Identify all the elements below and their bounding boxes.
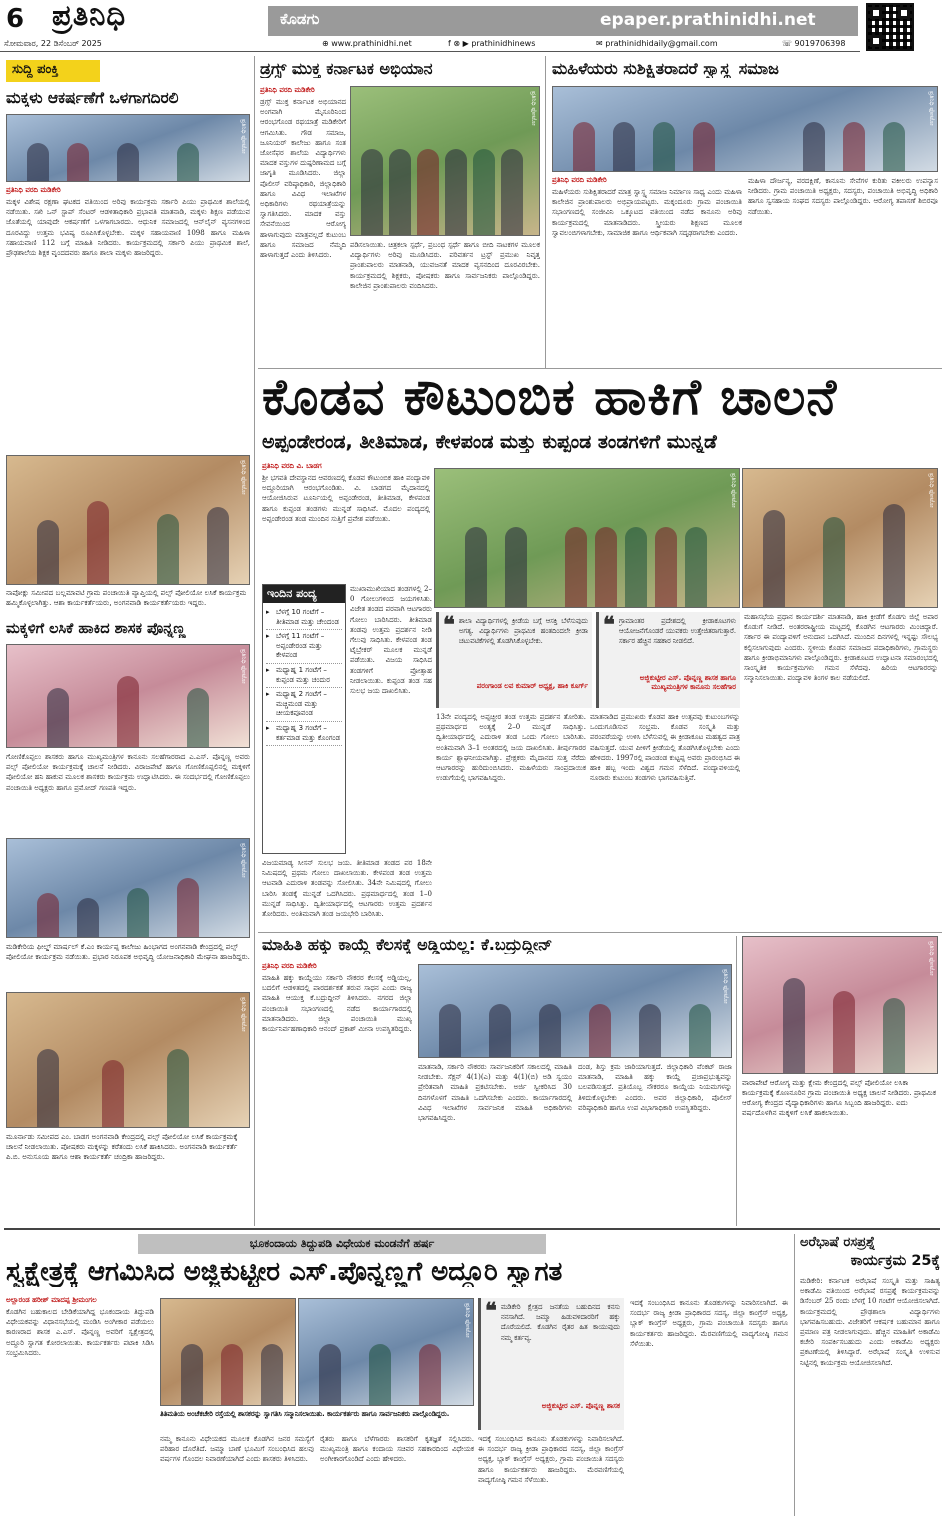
story-photo bbox=[6, 644, 250, 748]
story-body: ಮಕ್ಕಳ ವಿಶೇಷ ರಕ್ಷಣಾ ಘಟಕದ ವತಿಯಿಂದ ಅರಿವು ಕಾರ್ಯಕ್ರಮ ಸರ್ಕಾರಿ ಪಿಯು ಪ್ರಾಥಮಿಕ ಶಾಲೆಯಲ್ಲಿ ನಡೆಯಿತು. ಸಖಿ ಒನ್ ಸ್ಟಾಪ್ ಸೆಂಟರ್ ಆಡಳಿತಾಧಿಕಾರಿ ಪ್ರಭಾವತಿ ಮಾತನಾಡಿ, ಮಕ್ಕಳು ಶಿಕ್ಷಣ ಪಡೆಯುವ ಜೊತೆಯಲ್ಲಿ ಯಾವುದೇ ಆಕರ್ಷಣೆಗೆ ಒಳಗಾಗಬಾರದು. ಆಧುನಿಕ ಸಮಾಜದಲ್ಲಿ ಆನ್‌ಲೈನ್ ವ್ಯಸನಗಳಿಂದ ದೂರವಿದ್ದು ಉತ್ತಮ ಭವಿಷ್ಯ ರೂಪಿಸಿಕೊಳ್ಳಬೇಕು. ಮಕ್ಕಳ ಸಹಾಯವಾಣಿ 1098 ಹಾಗೂ ಮಹಿಳಾ ಸಹಾಯವಾಣಿ 112 ಬಗ್ಗೆ ಮಾಹಿತಿ ನೀಡಿದರು. ಕಾರ್ಯಕ್ರಮದಲ್ಲಿ ಸರ್ಕಾರಿ ಪಿಯು ಪ್ರಾಥಮಿಕ ಶಾಲೆ, ಪ್ರೌಢಶಾಲೆಯ ಶಿಕ್ಷಕ ವೃಂದದವರು ಹಾಗೂ ಶಾಲಾ ಮಕ್ಕಳು ಹಾಜರಿದ್ದರು. bbox=[6, 198, 250, 258]
story-body-block bbox=[552, 176, 742, 363]
pull-quote bbox=[436, 612, 592, 708]
fixtures-title: ಇಂದಿನ ಪಂದ್ಯ bbox=[263, 585, 345, 603]
photo-credit: ಪ್ರತಿನಿಧಿ ಫೋಟೋ bbox=[240, 649, 247, 684]
phone-text: 9019706398 bbox=[794, 39, 846, 48]
lead-photo-hockey bbox=[742, 468, 938, 608]
photo-credit: ಪ್ರತಿನಿಧಿ ಫೋಟೋ bbox=[722, 969, 729, 1004]
section-divider bbox=[4, 1228, 940, 1230]
story-photo bbox=[160, 1298, 296, 1406]
fixture-item: ▸ ಮಧ್ಯಾಹ್ನ 1 ಗಂಟೆಗೆ – ಕುಪ್ಪಂಡ ಮತ್ತು ಚಂದುರ bbox=[266, 664, 342, 688]
story-body: ಮಹಿಳೆಯರು ಸುಶಿಕ್ಷಿತರಾದರೆ ಮಾತ್ರ ಸ್ವಾಸ್ಥ್ಯ ಸಮಾಜ ನಿರ್ಮಾಣ ಸಾಧ್ಯ ಎಂದು ಮಹಿಳಾ ಕಾಲೇಜಿನ ಪ್ರಾಂಶುಪಾಲರು ಅಭಿಪ್ರಾಯಪಟ್ಟರು. ಮಕ್ಕಂದೂರು ಗ್ರಾಮ ಪಂಚಾಯಿತಿ ಸಭಾಂಗಣದಲ್ಲಿ ಸಂಜೀವಿನಿ ಒಕ್ಕೂಟದ ವತಿಯಿಂದ ನಡೆದ ಕಾನೂನು ಅರಿವು ಕಾರ್ಯಕ್ರಮದಲ್ಲಿ ಮಾತನಾಡಿದರು. ಸ್ತ್ರೀಯರು ಶಿಕ್ಷಣದ ಮೂಲಕ ಸ್ವಾವಲಂಬಿಗಳಾಗಬೇಕು, ಸಾಮಾಜಿಕ ಹಾಗೂ ಆರ್ಥಿಕವಾಗಿ ಸದೃಢರಾಗಬೇಕು ಎಂದರು. bbox=[552, 188, 742, 237]
kicker-banner: ಭೂಕಂದಾಯ ತಿದ್ದುಪಡಿ ವಿಧೇಯಕ ಮಂಡನೆಗೆ ಹರ್ಷ bbox=[138, 1234, 546, 1254]
fixture-item: ▸ ಮಧ್ಯಾಹ್ನ 3 ಗಂಟೆಗೆ – ಕರ್ತಮಾಡ ಮತ್ತು ಕೊಂಗಂಡ bbox=[266, 722, 342, 746]
photo-credit: ಪ್ರತಿನಿಧಿ ಫೋಟೋ bbox=[240, 460, 247, 495]
story-byline: ಪ್ರತಿನಿಧಿ ವರದಿ ಮಡಿಕೇರಿ bbox=[6, 186, 61, 194]
story-byline: ಪ್ರತಿನಿಧಿ ವರದಿ ಮಡಿಕೇರಿ bbox=[260, 86, 315, 94]
column-divider bbox=[545, 56, 546, 368]
story-body: ಮುಖಾಮುಖಿಯಾದ ತಂಡಗಳಲ್ಲಿ 2–0 ಗೋಲುಗಳಿಂದ ಜಯಗಳಿಸಿತು. ವಿಜೇತ ತಂಡದ ಪರವಾಗಿ ಆಟಗಾರರು ಗೋಲು ಬಾರಿಸಿದರು. ತೀತಿಮಾಡ ತಂಡವು ಉತ್ತಮ ಪ್ರದರ್ಶನ ನೀಡಿ ಗೆಲುವು ಸಾಧಿಸಿತು. ಕೇಳಪಂಡ ತಂಡ ಟೈಬ್ರೇಕರ್ ಮೂಲಕ ಮುನ್ನಡೆ ಪಡೆಯಿತು. ವಿಜಯ ಸಾಧಿಸಿದ ತಂಡಗಳಿಗೆ ಪ್ರೋತ್ಸಾಹ ನೀಡಲಾಯಿತು. ಕುಪ್ಪಂಡ ತಂಡ ಸಹ ಸುಲಭ ಜಯ ದಾಖಲಿಸಿತು. bbox=[350, 585, 432, 696]
quote-mark-icon: ❝ bbox=[485, 1298, 497, 1324]
story-photo bbox=[6, 114, 250, 182]
website-link[interactable]: ⊕ www.prathinidhi.net bbox=[322, 39, 412, 48]
polio-photo-3 bbox=[6, 992, 250, 1128]
quote-text: ಶಾಲಾ ವಿದ್ಯಾರ್ಥಿಗಳಲ್ಲಿ ಕ್ರೀಡೆಯ ಬಗ್ಗೆ ಆಸಕ್ತಿ ಬೆಳೆಸುವುದು ಅಗತ್ಯ. ವಿದ್ಯಾರ್ಥಿಗಳು ಪ್ರಾಥಮಿಕ ಹಂತದಿಂದಲೇ ಕ್ರೀಡಾ ಚಟುವಟಿಕೆಗಳಲ್ಲಿ ತೊಡಗಿಸಿಕೊಳ್ಳಬೇಕು. bbox=[458, 617, 588, 646]
story-byline: ಅಲ್ಲಾರಂಡ ಹರೀಶ್ ಮಾದಪ್ಪ ಶ್ರೀಮಂಗಲ bbox=[6, 1296, 97, 1304]
story-body: ಮಾಹಿತಿ ಹಕ್ಕು ಕಾಯ್ದೆಯು ಸರ್ಕಾರಿ ನೌಕರರ ಕೆಲಸಕ್ಕೆ ಅಡ್ಡಿಯಲ್ಲ, ಬದಲಿಗೆ ಆಡಳಿತದಲ್ಲಿ ಪಾರದರ್ಶಕತೆ ತರುವ ಸಾಧನ ಎಂದು ರಾಜ್ಯ ಮಾಹಿತಿ ಆಯುಕ್ತ ಕೆ.ಬದ್ರುದ್ದೀನ್ ತಿಳಿಸಿದರು. ನಗರದ ಜಿಲ್ಲಾ ಪಂಚಾಯಿತಿ ಸಭಾಂಗಣದಲ್ಲಿ ನಡೆದ ಕಾರ್ಯಾಗಾರದಲ್ಲಿ ಮಾತನಾಡಿದರು. ಜಿಲ್ಲಾ ಪಂಚಾಯಿತಿ ಮುಖ್ಯ ಕಾರ್ಯನಿರ್ವಹಣಾಧಿಕಾರಿ ಆನಂದ್ ಪ್ರಕಾಶ್ ಮೀನಾ ಉಪಸ್ಥಿತರಿದ್ದರು. bbox=[262, 974, 412, 1034]
story-body-block bbox=[262, 962, 412, 1225]
column-divider bbox=[736, 936, 737, 1226]
brief-headline: ಕಾರ್ಯಕ್ರಮ 25ಕ್ಕೆ bbox=[850, 1254, 940, 1269]
story-body: ಮಾತನಾಡಿದ ಪ್ರಮುಖರು ಕೊಡವ ಹಾಕಿ ಉತ್ಸವವು ಕುಟುಂಬಗಳನ್ನು ಒಂದುಗೂಡಿಸುವ ಸಂಭ್ರಮ. ಕೊಡವ ಸಂಸ್ಕೃತಿ ಮತ್ತು ಪರಂಪರೆಯನ್ನು ಉಳಿಸಿ ಬೆಳೆಸುವಲ್ಲಿ ಈ ಕ್ರೀಡಾಕೂಟ ಮಹತ್ವದ ಪಾತ್ರ ವಹಿಸುತ್ತದೆ. ಯುವ ಪೀಳಿಗೆ ಕ್ರೀಡೆಯಲ್ಲಿ ತೊಡಗಿಸಿಕೊಳ್ಳಬೇಕು ಎಂದು ಹೇಳಿದರು. 1997ರಲ್ಲಿ ಪಾಂಡಂಡ ಕುಟ್ಟಪ್ಪ ಅವರು ಪ್ರಾರಂಭಿಸಿದ ಈ ಹಾಕಿ ಹಬ್ಬ ಇಂದು ವಿಶ್ವದ ಗಮನ ಸೆಳೆದಿದೆ. ಪಂದ್ಯಾವಳಿಯಲ್ಲಿ ನೂರಾರು ಕುಟುಂಬ ತಂಡಗಳು ಭಾಗವಹಿಸುತ್ತಿವೆ. bbox=[590, 713, 740, 783]
story-body: ದಂಡ, ಶಿಸ್ತು ಕ್ರಮ ಜಾರಿಯಾಗುತ್ತದೆ. ಜಿಲ್ಲಾಧಿಕಾರಿ ವೆಂಕಟ್ ರಾಜಾ ಮಾತನಾಡಿ, ಮಾಹಿತಿ ಹಕ್ಕು ಕಾಯ್ದೆ ಪ್ರಜಾಪ್ರಭುತ್ವವನ್ನು ಬಲಪಡಿಸುತ್ತದೆ. ಪ್ರತಿಯೊಬ್ಬ ನೌಕರರೂ ಕಾಯ್ದೆಯ ನಿಯಮಗಳನ್ನು ತಿಳಿದುಕೊಳ್ಳಬೇಕು ಎಂದರು. ಅಪರ ಜಿಲ್ಲಾಧಿಕಾರಿ, ಪೊಲೀಸ್ ವರಿಷ್ಠಾಧಿಕಾರಿ ಹಾಗೂ ಉಪ ವಿಭಾಗಾಧಿಕಾರಿ ಉಪಸ್ಥಿತರಿದ್ದರು. bbox=[578, 1063, 732, 1112]
column-divider bbox=[254, 56, 255, 1226]
quote-author: ಅಜ್ಜಿಕುಟ್ಟೀರ ಎಸ್. ಪೊನ್ನಣ್ಣ ಶಾಸಕ bbox=[541, 1402, 620, 1410]
quote-mark-icon: ❝ bbox=[603, 612, 615, 638]
story-body: ಮಹಾಸಭೆಯ ಪ್ರಧಾನ ಕಾರ್ಯದರ್ಶಿ ಮಾತನಾಡಿ, ಹಾಕಿ ಕ್ರೀಡೆಗೆ ಕೊಡಗು ಜಿಲ್ಲೆ ಅಪಾರ ಕೊಡುಗೆ ನೀಡಿದೆ. ಅಂತರರಾಷ್ಟ್ರೀಯ ಮಟ್ಟದಲ್ಲಿ ಕೊಡಗಿನ ಆಟಗಾರರು ಮಿಂಚಿದ್ದಾರೆ. ಸರ್ಕಾರ ಈ ಪಂದ್ಯಾವಳಿಗೆ ಅನುದಾನ ಒದಗಿಸಿದೆ. ಮುಂದಿನ ದಿನಗಳಲ್ಲಿ ಇನ್ನಷ್ಟು ಸೌಲಭ್ಯ ಕಲ್ಪಿಸಲಾಗುವುದು ಎಂದರು. ಸ್ಥಳೀಯ ಕೊಡವ ಸಮಾಜದ ಪದಾಧಿಕಾರಿಗಳು, ಗ್ರಾಮಸ್ಥರು ಹಾಗೂ ಕ್ರೀಡಾಭಿಮಾನಿಗಳು ಪಾಲ್ಗೊಂಡಿದ್ದರು. ಕ್ರೀಡಾಕೂಟದ ಉದ್ಘಾಟನಾ ಸಮಾರಂಭದಲ್ಲಿ ಸಾಂಸ್ಕೃತಿಕ ಕಾರ್ಯಕ್ರಮಗಳು ಗಮನ ಸೆಳೆದವು. ಹಿರಿಯ ಆಟಗಾರರನ್ನು ಸನ್ಮಾನಿಸಲಾಯಿತು. ಪಂದ್ಯಾವಳಿ ತಿಂಗಳ ಕಾಲ ನಡೆಯಲಿದೆ. bbox=[744, 613, 938, 683]
story-body: ರೈತರು ಹಾಗೂ ಬೆಳೆಗಾರರು ಶಾಸಕರಿಗೆ ಕೃತಜ್ಞತೆ ಸಲ್ಲಿಸಿದರು. ಮುಖ್ಯಮಂತ್ರಿ ಹಾಗೂ ಕಂದಾಯ ಸಚಿವರ ಸಹಕಾರದಿಂದ ವಿಧೇಯಕ ಅಂಗೀಕಾರಗೊಂಡಿದೆ ಎಂದು ಹೇಳಿದರು. bbox=[320, 1435, 474, 1464]
quote-author: ಪರಂಗಾಂಡ ಲವ ಕುಮಾರ್ ಅಧ್ಯಕ್ಷ, ಹಾಕಿ ಕೂರ್ಗ್ bbox=[476, 682, 588, 690]
info-bar bbox=[0, 37, 860, 52]
photo-credit: ಪ್ರತಿನಿಧಿ ಫೋಟೋ bbox=[464, 1303, 471, 1338]
story-body: ಶ್ರೀ ಭಗವತಿ ದೇವಸ್ಥಾನದ ಆವರಣದಲ್ಲಿ ಕೊಡವ ಕೌಟುಂಬಿಕ ಹಾಕಿ ಪಂದ್ಯಾವಳಿ ಅದ್ದೂರಿಯಾಗಿ ಆರಂಭಗೊಂಡಿತು. ವಿ. ಬಾಡಗದ ಮೈದಾನದಲ್ಲಿ ಆಯೋಜಿಸಿರುವ ಟೂರ್ನಿಯಲ್ಲಿ ಅಪ್ಪಂಡೇರಂಡ, ತೀತಿಮಾಡ, ಕೇಳಪಂಡ ಹಾಗೂ ಕುಪ್ಪಂಡ ತಂಡಗಳು ಮುನ್ನಡೆ ಸಾಧಿಸಿವೆ. ಮೊದಲ ಪಂದ್ಯದಲ್ಲಿ ಅಪ್ಪಂಡೇರಂಡ ತಂಡ ಮುಂದಿನ ಸುತ್ತಿಗೆ ಪ್ರವೇಶ ಪಡೆಯಿತು. bbox=[262, 474, 430, 523]
story-headline: ಮಾಹಿತಿ ಹಕ್ಕು ಕಾಯ್ದೆ ಕೆಲಸಕ್ಕೆ ಅಡ್ಡಿಯಲ್ಲ: ಕೆ.ಬದ್ರುದ್ದೀನ್ bbox=[262, 936, 553, 954]
story-body: ಇದಕ್ಕೆ ಸಂಬಂಧಿಸಿದ ಕಾನೂನು ತೊಡಕುಗಳನ್ನು ನಿವಾರಿಸಲಾಗಿದೆ. ಈ ಸಂದರ್ಭ ರಾಜ್ಯ ಕ್ರೀಡಾ ಪ್ರಾಧಿಕಾರದ ಸದಸ್ಯ, ಜಿಲ್ಲಾ ಕಾಂಗ್ರೆಸ್ ಅಧ್ಯಕ್ಷ, ಬ್ಲಾಕ್ ಕಾಂಗ್ರೆಸ್ ಅಧ್ಯಕ್ಷರು, ಗ್ರಾಮ ಪಂಚಾಯಿತಿ ಸದಸ್ಯರು ಹಾಗೂ ಕಾರ್ಯಕರ್ತರು ಹಾಜರಿದ್ದರು. ಮೆರವಣಿಗೆಯಲ್ಲಿ ವಾದ್ಯಗೋಷ್ಠಿ ಗಮನ ಸೆಳೆಯಿತು. bbox=[478, 1435, 624, 1484]
section-divider bbox=[258, 932, 942, 933]
qr-code-icon bbox=[866, 3, 914, 51]
quote-mark-icon: ❝ bbox=[443, 612, 455, 638]
lead-headline: ಕೊಡವ ಕೌಟುಂಬಿಕ ಹಾಕಿಗೆ ಚಾಲನೆ bbox=[262, 370, 838, 425]
photo-caption: ಮೂರ್ನಾಡು ಸಮೀಪದ ಎಂ. ಬಾಡಗ ಅಂಗನವಾಡಿ ಕೇಂದ್ರದಲ್ಲಿ ಪಲ್ಸ್ ಪೋಲಿಯೋ ಲಸಿಕೆ ಕಾರ್ಯಕ್ರಮಕ್ಕೆ ಚಾಲನೆ ನೀಡಲಾಯಿತು. ಪೋಷಕರು ಮಕ್ಕಳನ್ನು ಕರೆತಂದು ಲಸಿಕೆ ಹಾಕಿಸಿದರು. ಅಂಗನವಾಡಿ ಕಾರ್ಯಕರ್ತೆ ಪಿ.ಬಿ. ಅನುಸೂಯ ಹಾಗೂ ಆಶಾ ಕಾರ್ಯಕರ್ತೆ ಚಂದ್ರಿಕಾ ಹಾಜರಿದ್ದರು. bbox=[6, 1132, 238, 1161]
story-body: ಡ್ರಗ್ಸ್ ಮುಕ್ತ ಕರ್ನಾಟಕ ಅಭಿಯಾನದ ಅಂಗವಾಗಿ ಮೈಸೂರಿನಿಂದ ಆರಂಭಗೊಂಡ ರಥಯಾತ್ರೆ ಮಡಿಕೇರಿಗೆ ಆಗಮಿಸಿತು. ಗೌಡ ಸಮಾಜ, ಜೂನಿಯರ್ ಕಾಲೇಜು ಹಾಗೂ ಸಂತ ಜೋಸೆಫರ ಶಾಲೆಯ ವಿದ್ಯಾರ್ಥಿಗಳು ಮಾದಕ ವಸ್ತುಗಳ ದುಷ್ಪರಿಣಾಮದ ಬಗ್ಗೆ ಜಾಗೃತಿ ಮೂಡಿಸಿದರು. ಜಿಲ್ಲಾ ಪೊಲೀಸ್ ವರಿಷ್ಠಾಧಿಕಾರಿ, ಜಿಲ್ಲಾಧಿಕಾರಿ ಹಾಗೂ ವಿವಿಧ ಇಲಾಖೆಗಳ ಅಧಿಕಾರಿಗಳು ರಥಯಾತ್ರೆಯನ್ನು ಸ್ವಾಗತಿಸಿದರು. ಮಾದಕ ವಸ್ತು ಸೇವನೆಯಿಂದ ಆರೋಗ್ಯ ಹಾಳಾಗುವುದು ಮಾತ್ರವಲ್ಲದೆ ಕುಟುಂಬ ಹಾಗೂ ಸಮಾಜದ ನೆಮ್ಮದಿ ಹಾಳಾಗುತ್ತದೆ ಎಂದು ತಿಳಿಸಿದರು. bbox=[260, 98, 346, 260]
photo-credit: ಪ್ರತಿನಿಧಿ ಫೋಟೋ bbox=[928, 473, 935, 508]
story-body: 13ನೇ ಪಂದ್ಯದಲ್ಲಿ ಅಪ್ಪಚ್ಚೀರ ತಂಡ ಉತ್ತಮ ಪ್ರದರ್ಶನ ತೋರಿತು. ಪ್ರಥಮಾರ್ಧದ ಅಂತ್ಯಕ್ಕೆ 2–0 ಮುನ್ನಡೆ ಸಾಧಿಸಿತ್ತು. ದ್ವಿತೀಯಾರ್ಧದಲ್ಲಿ ಎದುರಾಳಿ ತಂಡ ಒಂದು ಗೋಲು ಬಾರಿಸಿತು. ಅಂತಿಮವಾಗಿ 3–1 ಅಂತರದಲ್ಲಿ ಜಯ ದಾಖಲಿಸಿತು. ತೀರ್ಪುಗಾರರ ಕಾರ್ಯ ಶ್ಲಾಘನೀಯವಾಗಿತ್ತು. ಪ್ರೇಕ್ಷಕರು ಮೈದಾನದ ಸುತ್ತ ನೆರೆದು ಆಟಗಾರರನ್ನು ಹುರಿದುಂಬಿಸಿದರು. ಮಹಿಳೆಯರು ಸಾಂಪ್ರದಾಯಿಕ ಉಡುಗೆಯಲ್ಲಿ ಭಾಗವಹಿಸಿದ್ದರು. bbox=[436, 713, 586, 783]
social-handle[interactable]: f ⊗ ▶ prathinidhinews bbox=[448, 39, 536, 48]
story-headline: ಸ್ವಕ್ಷೇತ್ರಕ್ಕೆ ಆಗಮಿಸಿದ ಅಜ್ಜಿಕುಟ್ಟೀರ ಎಸ್.ಪೊನ್ನಣ್ಣಗೆ ಅದ್ದೂರಿ ಸ್ವಾಗತ bbox=[6, 1258, 563, 1287]
photo-caption: ನಾಪೋಕ್ಲು ಸಮೀಪದ ಬಲ್ಲಮಾವಟಿ ಗ್ರಾಮ ಪಂಚಾಯಿತಿ ವ್ಯಾಪ್ತಿಯಲ್ಲಿ ಪಲ್ಸ್ ಪೋಲಿಯೋ ಲಸಿಕೆ ಕಾರ್ಯಕ್ರಮ ಹಮ್ಮಿಕೊಳ್ಳಲಾಗಿತ್ತು. ಆಶಾ ಕಾರ್ಯಕರ್ತೆಯರು, ಅಂಗನವಾಡಿ ಕಾರ್ಯಕರ್ತೆಯರು ಇದ್ದರು. bbox=[6, 588, 247, 607]
section-divider bbox=[258, 368, 942, 369]
photo-caption: ಮಡಿಕೇರಿಯ ಫೀಲ್ಡ್ ಮಾರ್ಷಲ್ ಕೆ.ಎಂ ಕಾರ್ಯಪ್ಪ ಕಾಲೇಜು ಹಿಂಭಾಗದ ಅಂಗನವಾಡಿ ಕೇಂದ್ರದಲ್ಲಿ ಪಲ್ಸ್ ಪೋಲಿಯೋ ಕಾರ್ಯಕ್ರಮ ನಡೆಯಿತು. ಪ್ರಭಾರ ನಿರೂಪಕ ಅಭಿವೃದ್ಧಿ ಯೋಜನಾಧಿಕಾರಿ ಮೇಘನಾ ಹಾಜರಿದ್ದರು. bbox=[6, 942, 250, 961]
quote-author: ಅಜ್ಜಿಕುಟ್ಟೀರ ಎಸ್. ಪೊನ್ನಣ್ಣ ಶಾಸಕ ಹಾಗೂ ಮುಖ್ಯಮಂತ್ರಿಗಳ ಕಾನೂನು ಸಲಹೆಗಾರ bbox=[639, 674, 736, 691]
story-body-block bbox=[6, 1296, 154, 1515]
fixture-item: ▸ ಬೆಳಗ್ಗೆ 10 ಗಂಟೆಗೆ – ತೀತಿಮಾಡ ಮತ್ತು ಚೇಂದಂಡ bbox=[266, 606, 342, 630]
fixtures-list bbox=[263, 603, 345, 749]
masthead-logo: ಪ್ರತಿನಿಧಿ bbox=[52, 0, 127, 32]
story-photo bbox=[418, 964, 732, 1058]
photo-credit: ಪ್ರತಿನಿಧಿ ಫೋಟೋ bbox=[240, 997, 247, 1032]
story-headline: ಡ್ರಗ್ಸ್ ಮುಕ್ತ ಕರ್ನಾಟಕ ಅಭಿಯಾನ bbox=[260, 60, 433, 78]
story-body-block bbox=[262, 462, 430, 577]
polio-photo-1 bbox=[6, 455, 250, 585]
lead-photo-dignitaries bbox=[434, 468, 740, 608]
story-headline: ಮಕ್ಕಳಿಗೆ ಲಸಿಕೆ ಹಾಕಿದ ಶಾಸಕ ಪೊನ್ನಣ್ಣ bbox=[6, 622, 186, 637]
pull-quote bbox=[478, 1298, 624, 1430]
brief-kicker: ಅರೆಭಾಷೆ ರಸಪ್ರಶ್ನೆ bbox=[800, 1236, 876, 1250]
brief-body: ಮಡಿಕೇರಿ: ಕರ್ನಾಟಕ ಅರೆಭಾಷೆ ಸಂಸ್ಕೃತಿ ಮತ್ತು ಸಾಹಿತ್ಯ ಅಕಾಡೆಮಿ ವತಿಯಿಂದ ಅರೆಭಾಷೆ ರಸಪ್ರಶ್ನೆ ಕಾರ್ಯಕ್ರಮವನ್ನು ಡಿಸೆಂಬರ್ 25 ರಂದು ಬೆಳಗ್ಗೆ 10 ಗಂಟೆಗೆ ಆಯೋಜಿಸಲಾಗಿದೆ. ಕಾರ್ಯಕ್ರಮದಲ್ಲಿ ಪ್ರೌಢಶಾಲಾ ವಿದ್ಯಾರ್ಥಿಗಳು ಭಾಗವಹಿಸಬಹುದು. ವಿಜೇತರಿಗೆ ಆಕರ್ಷಕ ಬಹುಮಾನ ಹಾಗೂ ಪ್ರಮಾಣ ಪತ್ರ ನೀಡಲಾಗುವುದು. ಹೆಚ್ಚಿನ ಮಾಹಿತಿಗೆ ಅಕಾಡೆಮಿ ಕಚೇರಿ ಸಂಪರ್ಕಿಸಬಹುದು ಎಂದು ಅಕಾಡೆಮಿ ಅಧ್ಯಕ್ಷರು ಪ್ರಕಟಣೆಯಲ್ಲಿ ತಿಳಿಸಿದ್ದಾರೆ. ಅರೆಭಾಷೆ ಸಂಸ್ಕೃತಿ ಉಳಿಸುವ ನಿಟ್ಟಿನಲ್ಲಿ ಕಾರ್ಯಕ್ರಮ ಆಯೋಜಿಸಲಾಗಿದೆ. bbox=[800, 1277, 940, 1367]
page-number: 6 bbox=[6, 4, 25, 34]
story-headline: ಮಹಿಳೆಯರು ಸುಶಿಕ್ಷಿತರಾದರೆ ಸ್ವಾಸ್ಥ್ಯ ಸಮಾಜ bbox=[552, 60, 779, 78]
story-body: ಪಡಿಸಲಾಯಿತು. ಚಿತ್ರಕಲಾ ಸ್ಪರ್ಧೆ, ಪ್ರಬಂಧ ಸ್ಪರ್ಧೆ ಹಾಗೂ ಬೀದಿ ನಾಟಕಗಳ ಮೂಲಕ ವಿದ್ಯಾರ್ಥಿಗಳು ಅರಿವು ಮೂಡಿಸಿದರು. ಪರಿವರ್ತನ ಟ್ರಸ್ಟ್ ಪ್ರಮುಖ ನಿವೃತ್ತ ಪ್ರಾಂಶುಪಾಲರು ಮಾತನಾಡಿ, ಯುವಜನತೆ ಮಾದಕ ವ್ಯಸನದಿಂದ ದೂರವಿರಬೇಕು. ಕಾರ್ಯಕ್ರಮದಲ್ಲಿ ಶಿಕ್ಷಕರು, ಪೋಷಕರು ಹಾಗೂ ಸಾರ್ವಜನಿಕರು ಪಾಲ್ಗೊಂಡಿದ್ದರು. ಕಾಲೇಜಿನ ಪ್ರಾಂಶುಪಾಲರು ವಂದಿಸಿದರು. bbox=[350, 241, 540, 290]
email-link[interactable]: ✉ prathinidhidaily@gmail.com bbox=[596, 39, 718, 48]
story-body: ಕೊಡಗಿನ ಬಹುಕಾಲದ ಬೇಡಿಕೆಯಾಗಿದ್ದ ಭೂಕಂದಾಯ ತಿದ್ದುಪಡಿ ವಿಧೇಯಕವನ್ನು ವಿಧಾನಸಭೆಯಲ್ಲಿ ಮಂಡಿಸಿ ಅಂಗೀಕಾರ ಪಡೆಯಲು ಕಾರಣರಾದ ಶಾಸಕ ಎ.ಎಸ್. ಪೊನ್ನಣ್ಣ ಅವರಿಗೆ ಸ್ವಕ್ಷೇತ್ರದಲ್ಲಿ ಅದ್ದೂರಿ ಸ್ವಾಗತ ಕೋರಲಾಯಿತು. ಕಾರ್ಯಕರ್ತರು ಪಟಾಕಿ ಸಿಡಿಸಿ ಸಂಭ್ರಮಿಸಿದರು. bbox=[6, 1308, 154, 1357]
email-text: prathinidhidaily@gmail.com bbox=[605, 39, 718, 48]
story-headline: ಮಕ್ಕಳು ಆಕರ್ಷಣೆಗೆ ಒಳಗಾಗದಿರಲಿ bbox=[6, 90, 179, 107]
story-byline: ಪ್ರತಿನಿಧಿ ವರದಿ ಮಡಿಕೇರಿ bbox=[262, 962, 317, 970]
fixtures-box bbox=[262, 584, 346, 854]
story-byline: ಪ್ರತಿನಿಧಿ ವರದಿ ವಿ. ಬಾಡಗ bbox=[262, 462, 322, 470]
photo-caption: ವಾರಾಪೇಟೆ ಆರೋಗ್ಯ ಮತ್ತು ಕ್ಷೇಮ ಕೇಂದ್ರದಲ್ಲಿ ಪಲ್ಸ್ ಪೋಲಿಯೋ ಲಸಿಕಾ ಕಾರ್ಯಕ್ರಮಕ್ಕೆ ಕೊಣನೂರಿನ ಗ್ರಾಮ ಪಂಚಾಯಿತಿ ಅಧ್ಯಕ್ಷ ಚಾಲನೆ ನೀಡಿದರು. ಪ್ರಾಥಮಿಕ ಆರೋಗ್ಯ ಕೇಂದ್ರದ ವೈದ್ಯಾಧಿಕಾರಿಗಳು ಹಾಗೂ ಸಿಬ್ಬಂದಿ ಹಾಜರಿದ್ದರು. ಐದು ವರ್ಷದೊಳಗಿನ ಮಕ್ಕಳಿಗೆ ಲಸಿಕೆ ಹಾಕಲಾಯಿತು. bbox=[742, 1078, 937, 1117]
story-body-block bbox=[260, 86, 346, 349]
photo-credit: ಪ್ರತಿನಿಧಿ ಫೋಟೋ bbox=[928, 91, 935, 126]
photo-caption: ತಿತಿಮತಿಯ ಅಂಚೆಕಚೇರಿ ರಸ್ತೆಯಲ್ಲಿ ಶಾಸಕರನ್ನು ಸ್ವಾಗತಿಸಿ ಸನ್ಮಾನಿಸಲಾಯಿತು. ಕಾರ್ಯಕರ್ತರು ಹಾಗೂ ಸಾರ್ವಜನಿಕರು ಪಾಲ್ಗೊಂಡಿದ್ದರು. bbox=[160, 1410, 450, 1418]
photo-credit: ಪ್ರತಿನಿಧಿ ಫೋಟೋ bbox=[530, 91, 537, 126]
issue-date: ಸೋಮವಾರ, 22 ಡಿಸೆಂಬರ್ 2025 bbox=[4, 39, 102, 48]
photo-credit: ಪ್ರತಿನಿಧಿ ಫೋಟೋ bbox=[730, 473, 737, 508]
lead-subheadline: ಅಪ್ಪಂಡೇರಂಡ, ತೀತಿಮಾಡ, ಕೇಳಪಂಡ ಮತ್ತು ಕುಪ್ಪಂಡ ತಂಡಗಳಿಗೆ ಮುನ್ನಡೆ bbox=[262, 432, 717, 453]
website-text: www.prathinidhi.net bbox=[331, 39, 412, 48]
epaper-url[interactable]: epaper.prathinidhi.net bbox=[600, 10, 816, 30]
photo-credit: ಪ್ರತಿನಿಧಿ ಫೋಟೋ bbox=[240, 119, 247, 154]
story-photo bbox=[350, 86, 540, 236]
quote-text: ಮಡಿಕೇರಿ ಕ್ಷೇತ್ರದ ಜನತೆಯ ಬಹುದಿನದ ಕನಸು ನನಸಾಗಿದೆ. ಜಮ್ಮಾ ಹಿಡುವಳಿದಾರರಿಗೆ ಹಕ್ಕು ದೊರೆಯಲಿದೆ. ಕೊಡಗಿನ ರೈತರ ಹಿತ ಕಾಯುವುದು ನಮ್ಮ ಕರ್ತವ್ಯ. bbox=[500, 1303, 620, 1342]
photo-credit: ಪ್ರತಿನಿಧಿ ಫೋಟೋ bbox=[928, 941, 935, 976]
story-body-block bbox=[6, 186, 250, 459]
fixture-item: ▸ ಬೆಳಗ್ಗೆ 11 ಗಂಟೆಗೆ – ಅಪ್ಪಂಡೇರಂಡ ಮತ್ತು ಕೇಳಪಂಡ bbox=[266, 630, 342, 664]
story-photo bbox=[552, 86, 938, 172]
story-body: ಮಹಿಳಾ ದೌರ್ಜನ್ಯ, ವರದಕ್ಷಿಣೆ, ಕಾನೂನು ಸೇವೆಗಳ ಕುರಿತು ವಕೀಲರು ಉಪನ್ಯಾಸ ನೀಡಿದರು. ಗ್ರಾಮ ಪಂಚಾಯಿತಿ ಅಧ್ಯಕ್ಷರು, ಸದಸ್ಯರು, ಪಂಚಾಯಿತಿ ಅಭಿವೃದ್ಧಿ ಅಧಿಕಾರಿ ಹಾಗೂ ಸ್ವಸಹಾಯ ಸಂಘದ ಸದಸ್ಯರು ಪಾಲ್ಗೊಂಡಿದ್ದರು. ಆರೋಗ್ಯ ತಪಾಸಣೆ ಶಿಬಿರವೂ ನಡೆಯಿತು. bbox=[748, 177, 938, 216]
column-divider bbox=[794, 1234, 795, 1516]
district-label: ಕೊಡಗು bbox=[280, 10, 320, 28]
section-tag: ಸುದ್ದಿ ಪಂಕ್ತಿ bbox=[6, 60, 100, 82]
polio-photo-2 bbox=[6, 838, 250, 938]
story-body: ಮಾತನಾಡಿ, ಸರ್ಕಾರಿ ನೌಕರರು ಸಾರ್ವಜನಿಕರಿಗೆ ಸಕಾಲದಲ್ಲಿ ಮಾಹಿತಿ ನೀಡಬೇಕು. ಸೆಕ್ಷನ್ 4(1)(ಎ) ಮತ್ತು 4(1)(ಬಿ) ಅಡಿ ಸ್ವಯಂ ಪ್ರೇರಿತವಾಗಿ ಮಾಹಿತಿ ಪ್ರಕಟಿಸಬೇಕು. ಅರ್ಜಿ ಸ್ವೀಕರಿಸಿದ 30 ದಿನಗಳೊಳಗೆ ಮಾಹಿತಿ ಒದಗಿಸಬೇಕು ಎಂದರು. ಕಾರ್ಯಾಗಾರದಲ್ಲಿ ವಿವಿಧ ಇಲಾಖೆಗಳ ಸಾರ್ವಜನಿಕ ಮಾಹಿತಿ ಅಧಿಕಾರಿಗಳು ಭಾಗವಹಿಸಿದ್ದರು. bbox=[418, 1063, 572, 1123]
story-byline: ಪ್ರತಿನಿಧಿ ವರದಿ ಮಡಿಕೇರಿ bbox=[552, 176, 607, 184]
fixture-item: ▸ ಮಧ್ಯಾಹ್ನ 2 ಗಂಟೆಗೆ – ಮಚ್ಚಿಮಂಡ ಮತ್ತು ಚೀಯಕಪೂವಂಡ bbox=[266, 688, 342, 722]
story-photo bbox=[298, 1298, 474, 1406]
pull-quote bbox=[596, 612, 740, 708]
social-text: prathinidhinews bbox=[471, 39, 536, 48]
polio-photo-4 bbox=[742, 936, 938, 1074]
story-body: ಗೋಣಿಕೊಪ್ಪಲು ಶಾಸಕರು ಹಾಗೂ ಮುಖ್ಯಮಂತ್ರಿಗಳ ಕಾನೂನು ಸಲಹೆಗಾರರಾದ ಎ.ಎಸ್. ಪೊನ್ನಣ್ಣ ಅವರು ಪಲ್ಸ್ ಪೋಲಿಯೋ ಕಾರ್ಯಕ್ರಮಕ್ಕೆ ಚಾಲನೆ ನೀಡಿದರು. ವಿರಾಜಪೇಟೆ ಹಾಗೂ ಗೋಣಿಕೊಪ್ಪಲಿನಲ್ಲಿ ಮಕ್ಕಳಿಗೆ ಪೋಲಿಯೋ ಹನಿ ಹಾಕುವ ಮೂಲಕ ಶಾಸಕರು ಕಾರ್ಯಕ್ರಮ ಉದ್ಘಾಟಿಸಿದರು. ಈ ಸಂದರ್ಭದಲ್ಲಿ ಗೋಣಿಕೊಪ್ಪಲು ಪಂಚಾಯಿತಿ ಅಧ್ಯಕ್ಷರು ಹಾಗೂ ಪ್ರಮೋದ್ ಗಣಪತಿ ಇದ್ದರು. bbox=[6, 753, 250, 792]
photo-credit: ಪ್ರತಿನಿಧಿ ಫೋಟೋ bbox=[240, 843, 247, 878]
story-body: ಇದಕ್ಕೆ ಸಂಬಂಧಿಸಿದ ಕಾನೂನು ತೊಡಕುಗಳನ್ನು ನಿವಾರಿಸಲಾಗಿದೆ. ಈ ಸಂದರ್ಭ ರಾಜ್ಯ ಕ್ರೀಡಾ ಪ್ರಾಧಿಕಾರದ ಸದಸ್ಯ, ಜಿಲ್ಲಾ ಕಾಂಗ್ರೆಸ್ ಅಧ್ಯಕ್ಷ, ಬ್ಲಾಕ್ ಕಾಂಗ್ರೆಸ್ ಅಧ್ಯಕ್ಷರು, ಗ್ರಾಮ ಪಂಚಾಯಿತಿ ಸದಸ್ಯರು ಹಾಗೂ ಕಾರ್ಯಕರ್ತರು ಹಾಜರಿದ್ದರು. ಮೆರವಣಿಗೆಯಲ್ಲಿ ವಾದ್ಯಗೋಷ್ಠಿ ಗಮನ ಸೆಳೆಯಿತು. bbox=[630, 1299, 788, 1348]
story-body: ವಿಜಯಮಾಡ್ಯ ಸೀಸನ್ ಸುಲಭ ಜಯ. ತೀತಿಮಾಡ ತಂಡದ ಪರ 18ನೇ ನಿಮಿಷದಲ್ಲಿ ಪ್ರಥಮ ಗೋಲು ದಾಖಲಾಯಿತು. ಕೇಳಪಂಡ ತಂಡ ಉತ್ತಮ ಆಟವಾಡಿ ಎದುರಾಳಿ ತಂಡವನ್ನು ಸೋಲಿಸಿತು. 34ನೇ ನಿಮಿಷದಲ್ಲಿ ಗೋಲು ಬಾರಿಸಿ ತಂಡಕ್ಕೆ ಮುನ್ನಡೆ ಒದಗಿಸಿದರು. ಪ್ರಥಮಾರ್ಧದಲ್ಲಿ ತಂಡ 1–0 ಮುನ್ನಡೆ ಸಾಧಿಸಿತ್ತು. ದ್ವಿತೀಯಾರ್ಧದಲ್ಲಿ ಆಟಗಾರರು ಉತ್ತಮ ಪ್ರದರ್ಶನ ತೋರಿದರು. ಅಂತಿಮವಾಗಿ ತಂಡ ಜಯಭೇರಿ ಬಾರಿಸಿತು. bbox=[262, 859, 432, 919]
quote-text: ಗ್ರಾಮಾಂತರ ಪ್ರದೇಶದಲ್ಲಿ ಕ್ರೀಡಾಕೂಟಗಳು ಆಯೋಜನೆಗೊಂಡರೆ ಯುವಕರು ಉತ್ತೇಜಿತರಾಗುತ್ತಾರೆ. ಸರ್ಕಾರ ಹೆಚ್ಚಿನ ಸಹಕಾರ ನೀಡಲಿದೆ. bbox=[618, 617, 736, 646]
phone-number: ☏ 9019706398 bbox=[782, 39, 846, 48]
story-body: ನಮ್ಮ ಕಾನೂನು ವಿಧೇಯಕದ ಮೂಲಕ ಕೊಡಗಿನ ಜನರ ಸಮಸ್ಯೆಗೆ ಪರಿಹಾರ ದೊರೆತಿದೆ. ಜಮ್ಮಾ ಬಾಣೆ ಭೂಮಿಗೆ ಸಂಬಂಧಿಸಿದ ಹಲವು ವರ್ಷಗಳ ಗೊಂದಲ ನಿವಾರಣೆಯಾಗಿದೆ ಎಂದು ಶಾಸಕರು ತಿಳಿಸಿದರು. bbox=[160, 1435, 314, 1464]
